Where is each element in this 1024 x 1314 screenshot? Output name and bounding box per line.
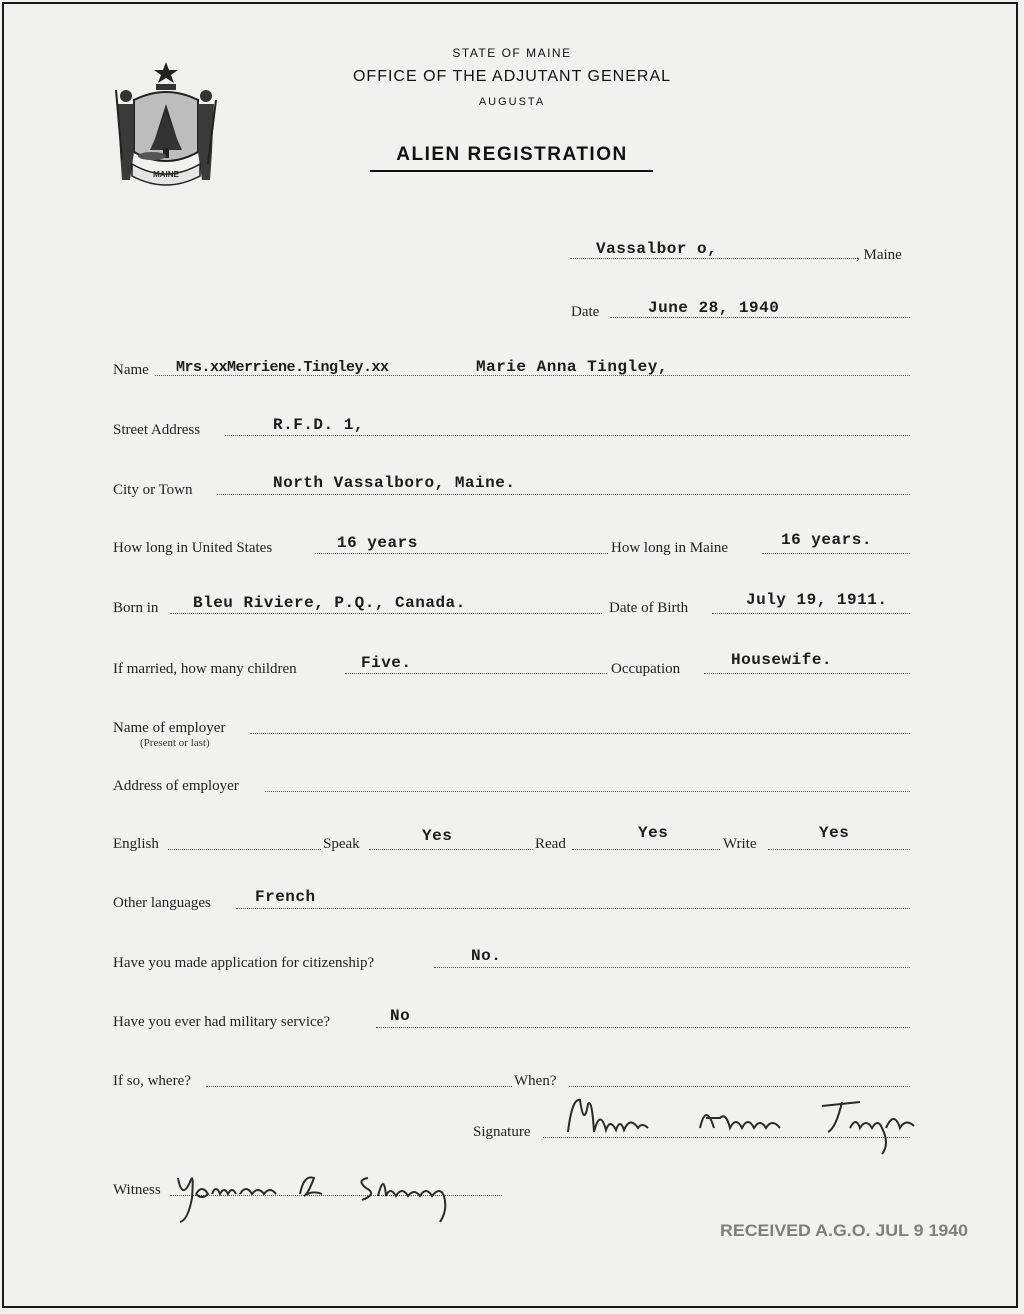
svg-text:Norman A. Shorey: Norman A. Shorey xyxy=(172,1160,180,1161)
read-value: Yes xyxy=(638,824,669,842)
children-value: Five. xyxy=(361,654,412,672)
english-label: English xyxy=(113,836,159,852)
write-value: Yes xyxy=(819,824,850,842)
employer-label: Name of employer xyxy=(113,720,226,736)
signature-label: Signature xyxy=(473,1124,531,1140)
received-stamp-text: RECEIVED A.G.O. JUL 9 1940 xyxy=(720,1221,968,1240)
name-struck-value: Mrs.xxMerriene.Tingley.xx xyxy=(176,359,389,376)
city-value: North Vassalboro, Maine. xyxy=(273,474,516,492)
citizenship-value: No. xyxy=(471,947,502,965)
witness-signature xyxy=(172,1160,482,1230)
occupation-label: Occupation xyxy=(611,661,681,677)
city-label: City or Town xyxy=(113,482,193,498)
state-suffix: , Maine xyxy=(856,247,902,263)
other-languages-label: Other languages xyxy=(113,895,211,911)
street-value: R.F.D. 1, xyxy=(273,416,364,434)
date-line xyxy=(610,317,910,318)
other-languages-value: French xyxy=(255,888,316,906)
svg-text:Marie Anna Tingley: Marie Anna Tingley xyxy=(560,1088,569,1089)
military-line xyxy=(376,1027,910,1028)
street-line xyxy=(225,435,910,436)
speak-line xyxy=(369,849,533,850)
employer-address-line xyxy=(265,791,910,792)
maine-duration-line xyxy=(762,553,910,554)
where-line xyxy=(206,1086,512,1087)
title-underline xyxy=(370,170,653,172)
us-duration-line xyxy=(315,553,608,554)
english-line xyxy=(168,849,321,850)
dob-value: July 19, 1911. xyxy=(746,591,888,609)
name-label: Name xyxy=(113,362,149,378)
us-duration-value: 16 years xyxy=(337,534,418,552)
military-value: No xyxy=(390,1007,411,1025)
children-line xyxy=(345,673,607,674)
dob-label: Date of Birth xyxy=(609,600,689,616)
maine-duration-label: How long in Maine xyxy=(611,540,729,556)
speak-value: Yes xyxy=(422,827,453,845)
dob-line xyxy=(712,613,910,614)
born-label: Born in xyxy=(113,600,159,616)
when-label: When? xyxy=(514,1073,557,1089)
maine-duration-value: 16 years. xyxy=(781,531,872,549)
born-value: Bleu Riviere, P.Q., Canada. xyxy=(193,594,466,612)
state-heading: STATE OF MAINE xyxy=(452,46,572,60)
date-value: June 28, 1940 xyxy=(648,299,780,317)
citizenship-line xyxy=(434,967,910,968)
children-label: If married, how many children xyxy=(113,661,297,677)
where-label: If so, where? xyxy=(113,1073,191,1089)
write-label: Write xyxy=(723,836,757,852)
name-value: Marie Anna Tingley, xyxy=(476,358,668,376)
citizenship-label: Have you made application for citizenship? xyxy=(113,955,375,971)
witness-label: Witness xyxy=(113,1182,161,1198)
seal-text: MAINE xyxy=(153,170,179,179)
employer-line xyxy=(250,733,910,734)
form-title: ALIEN REGISTRATION xyxy=(396,144,628,165)
born-line xyxy=(170,613,602,614)
street-label: Street Address xyxy=(113,422,201,438)
city-line xyxy=(217,494,910,495)
town-value: Vassalbor o, xyxy=(596,240,718,258)
employer-address-label: Address of employer xyxy=(113,778,239,794)
read-line xyxy=(572,849,720,850)
city-heading: AUGUSTA xyxy=(478,96,546,108)
received-stamp xyxy=(718,1210,972,1244)
military-label: Have you ever had military service? xyxy=(113,1014,330,1030)
date-label: Date xyxy=(571,304,600,320)
occupation-value: Housewife. xyxy=(731,651,833,669)
us-duration-label: How long in United States xyxy=(113,540,273,556)
town-line xyxy=(570,258,856,259)
speak-label: Speak xyxy=(323,836,360,852)
office-heading: OFFICE OF THE ADJUTANT GENERAL xyxy=(352,68,672,85)
other-languages-line xyxy=(236,908,910,909)
employer-sublabel: (Present or last) xyxy=(140,737,210,749)
occupation-line xyxy=(704,673,910,674)
read-label: Read xyxy=(535,836,566,852)
when-line xyxy=(569,1086,910,1087)
applicant-signature xyxy=(560,1088,930,1158)
write-line xyxy=(768,849,910,850)
